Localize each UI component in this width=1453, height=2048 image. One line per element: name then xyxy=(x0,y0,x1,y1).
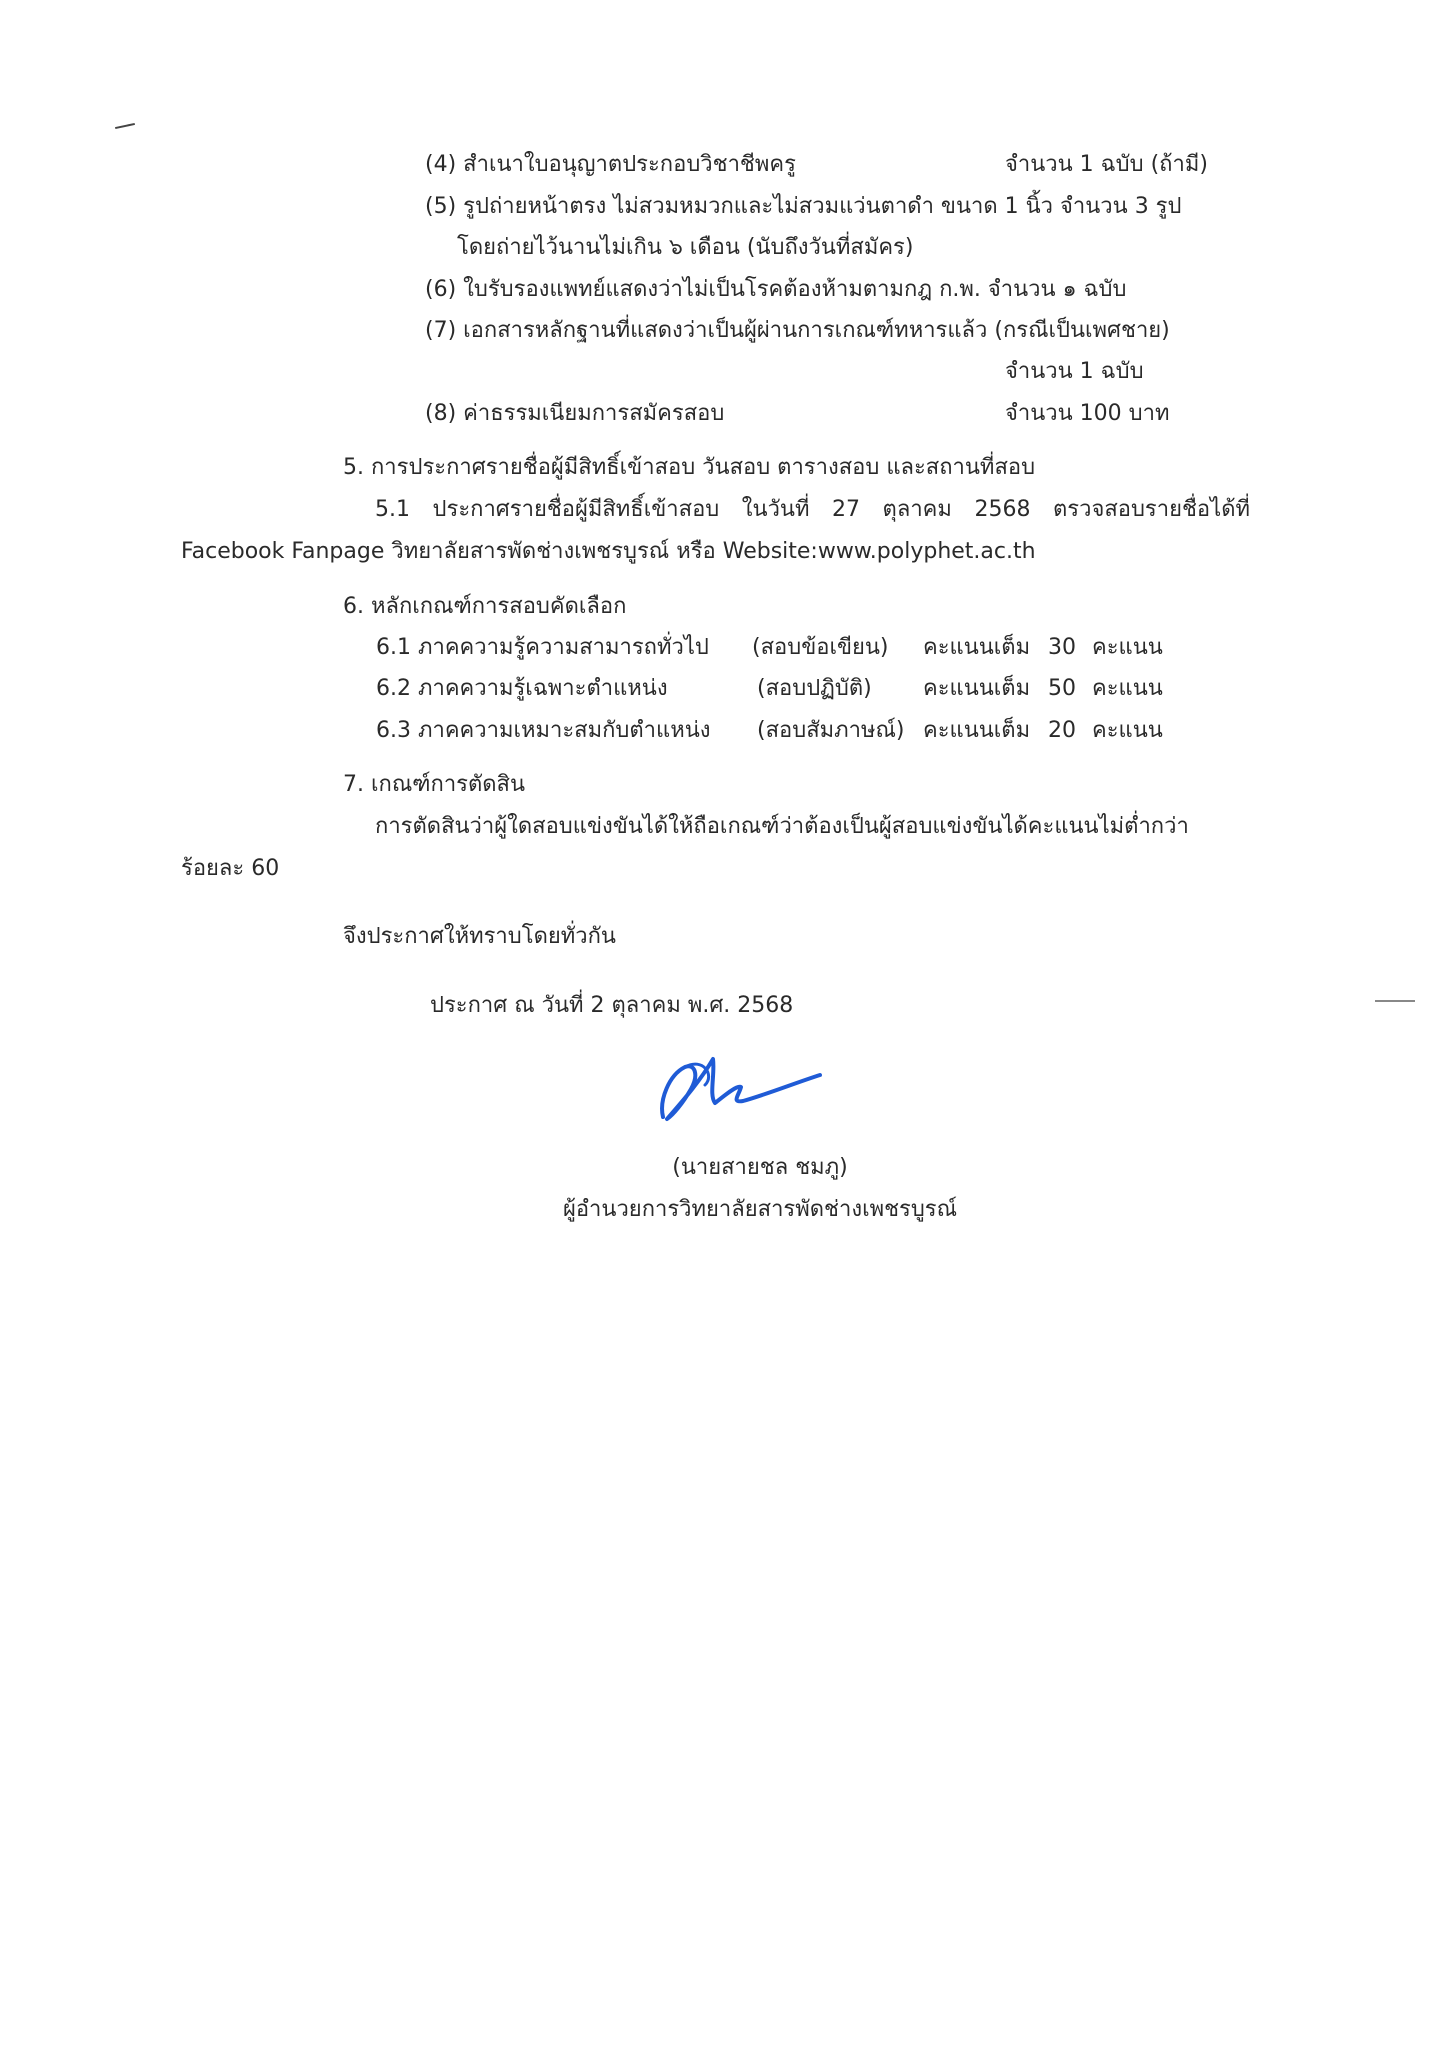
announcement-date: ประกาศ ณ วันที่ 2 ตุลาคม พ.ศ. 2568 xyxy=(430,993,794,1018)
criteria-part: 6.1 ภาคความรู้ความสามารถทั่วไป xyxy=(376,635,709,660)
criteria-label: คะแนนเต็ม xyxy=(923,718,1031,743)
criteria-unit: คะแนน xyxy=(1092,718,1163,743)
criteria-score: 30 xyxy=(1048,635,1076,660)
criteria-method: (สอบสัมภาษณ์) xyxy=(757,718,905,743)
criteria-label: คะแนนเต็ม xyxy=(923,676,1031,701)
signer-name: (นายสายชล ชมภู) xyxy=(672,1155,848,1180)
doc-item-8-qty: จำนวน 100 บาท xyxy=(1005,401,1170,426)
doc-item-8: (8) ค่าธรรมเนียมการสมัครสอบ xyxy=(425,401,725,426)
criteria-part: 6.2 ภาคความรู้เฉพาะตำแหน่ง xyxy=(376,676,668,701)
doc-item-7: (7) เอกสารหลักฐานที่แสดงว่าเป็นผู้ผ่านการเกณฑ์ทหารแล้ว (กรณีเป็นเพศชาย) xyxy=(425,318,1170,343)
criteria-method: (สอบข้อเขียน) xyxy=(752,635,889,660)
section-6-heading: 6. หลักเกณฑ์การสอบคัดเลือก xyxy=(343,594,627,619)
scan-mark xyxy=(1375,1000,1415,1002)
criteria-label: คะแนนเต็ม xyxy=(923,635,1031,660)
section-5-paragraph-cont: Facebook Fanpage วิทยาลัยสารพัดช่างเพชรบูรณ์ หรือ Website:www.polyphet.ac.th xyxy=(181,539,1036,564)
section-7-paragraph: การตัดสินว่าผู้ใดสอบแข่งขันได้ให้ถือเกณฑ์ว่าต้องเป็นผู้สอบแข่งขันได้คะแนนไม่ต่ำกว่า xyxy=(375,814,1189,839)
closing-notice: จึงประกาศให้ทราบโดยทั่วกัน xyxy=(343,924,616,949)
doc-item-5-cont: โดยถ่ายไว้นานไม่เกิน ๖ เดือน (นับถึงวันที่สมัคร) xyxy=(457,235,914,260)
section-7-paragraph-cont: ร้อยละ 60 xyxy=(181,856,280,881)
doc-item-5: (5) รูปถ่ายหน้าตรง ไม่สวมหมวกและไม่สวมแว่นตาดำ ขนาด 1 นิ้ว จำนวน 3 รูป xyxy=(425,194,1182,219)
criteria-method: (สอบปฏิบัติ) xyxy=(757,676,872,701)
section-5-heading: 5. การประกาศรายชื่อผู้มีสิทธิ์เข้าสอบ วันสอบ ตารางสอบ และสถานที่สอบ xyxy=(343,455,1036,480)
doc-item-4: (4) สำเนาใบอนุญาตประกอบวิชาชีพครู xyxy=(425,152,796,177)
criteria-unit: คะแนน xyxy=(1092,635,1163,660)
section-7-heading: 7. เกณฑ์การตัดสิน xyxy=(343,772,526,797)
criteria-part: 6.3 ภาคความเหมาะสมกับตำแหน่ง xyxy=(376,718,711,743)
criteria-unit: คะแนน xyxy=(1092,676,1163,701)
doc-item-4-qty: จำนวน 1 ฉบับ (ถ้ามี) xyxy=(1005,152,1208,177)
scan-mark xyxy=(115,123,135,129)
criteria-score: 50 xyxy=(1048,676,1076,701)
criteria-score: 20 xyxy=(1048,718,1076,743)
handwritten-signature xyxy=(655,1045,825,1125)
section-5-paragraph: 5.1 ประกาศรายชื่อผู้มีสิทธิ์เข้าสอบ ในวันที่ 27 ตุลาคม 2568 ตรวจสอบรายชื่อได้ที่ xyxy=(375,497,1250,522)
signer-title: ผู้อำนวยการวิทยาลัยสารพัดช่างเพชรบูรณ์ xyxy=(562,1197,958,1222)
doc-item-7-qty: จำนวน 1 ฉบับ xyxy=(1005,359,1144,384)
doc-item-6: (6) ใบรับรองแพทย์แสดงว่าไม่เป็นโรคต้องห้ามตามกฎ ก.พ. จำนวน ๑ ฉบับ xyxy=(425,277,1127,302)
